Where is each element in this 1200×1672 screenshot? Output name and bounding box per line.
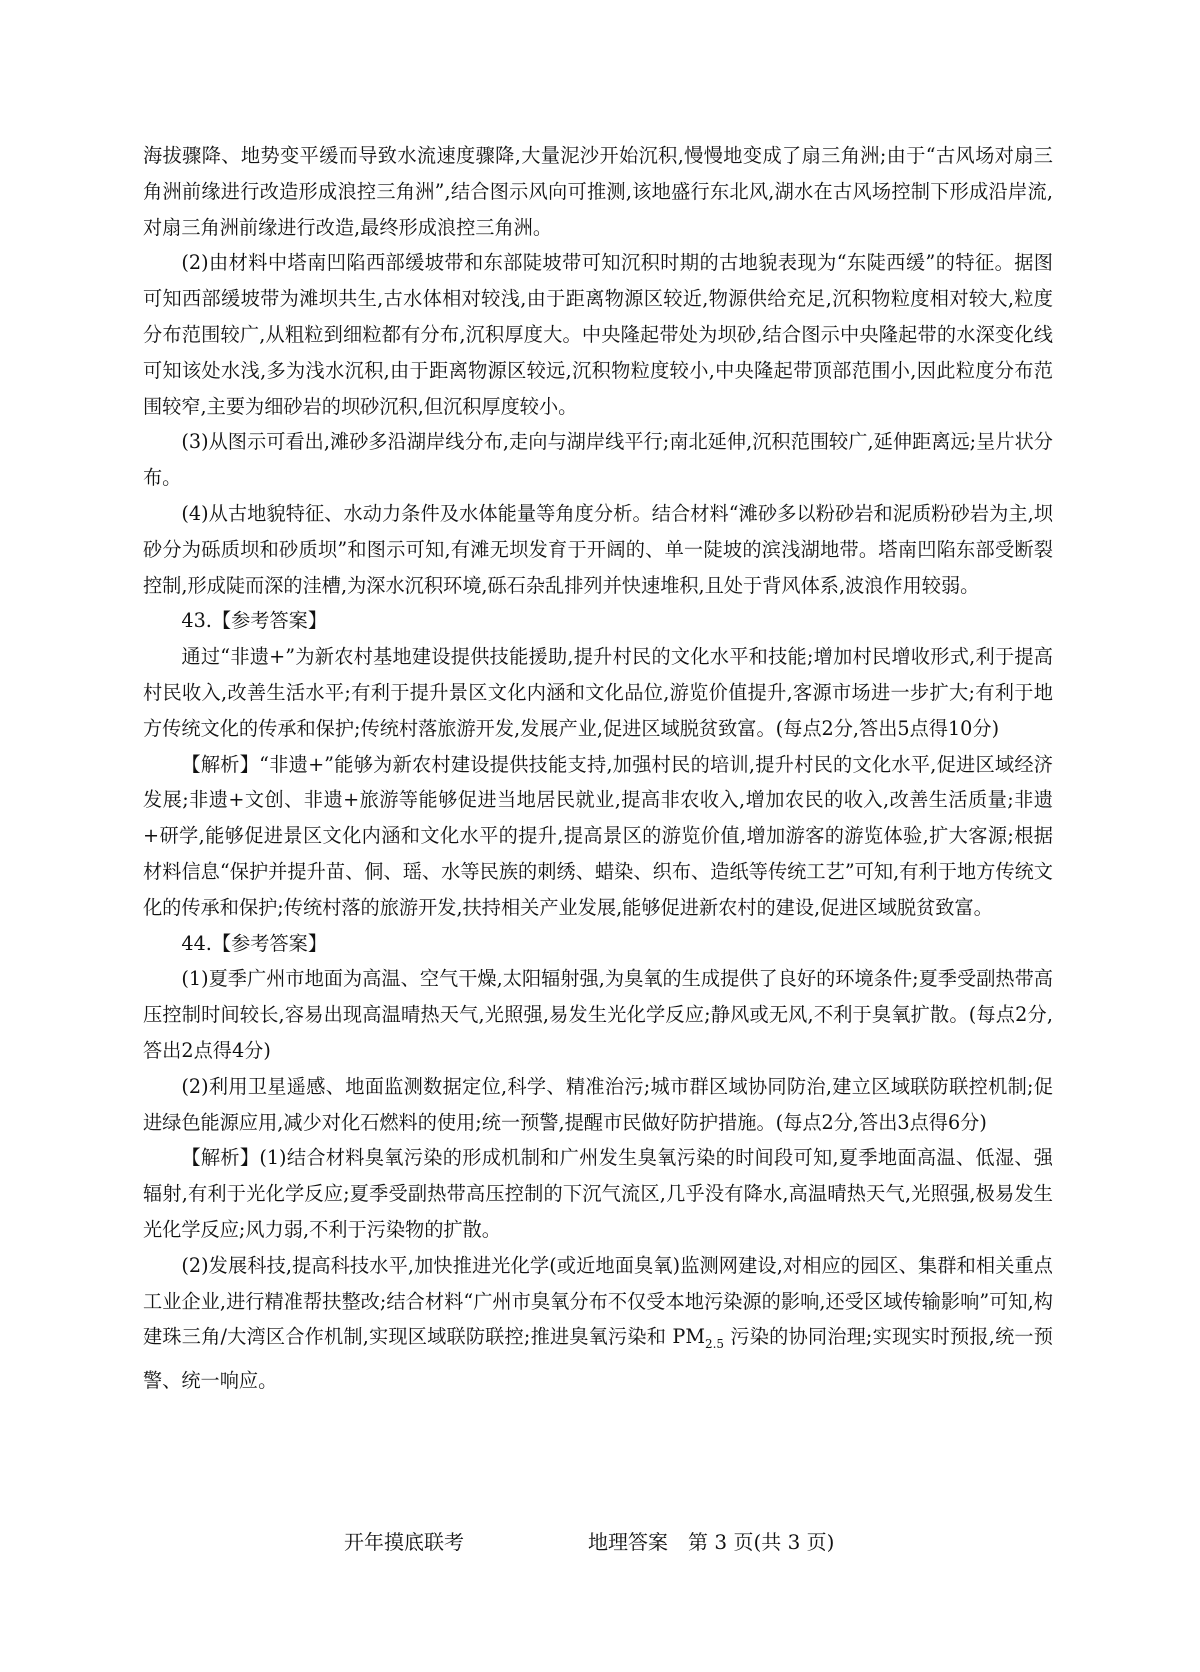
exam-name: 开年摸底联考 <box>344 1530 464 1554</box>
paragraph: (2)利用卫星遥感、地面监测数据定位,科学、精准治污;城市群区域协同防治,建立区域联防联控机制;促进绿色能源应用,减少对化石燃料的使用;统一预警,提醒市民做好防护措施。(每点2分,答出3点得6分) <box>143 1074 1053 1134</box>
paragraph: 海拔骤降、地势变平缓而导致水流速度骤降,大量泥沙开始沉积,慢慢地变成了扇三角洲;由于“古风场对扇三角洲前缘进行改造形成浪控三角洲”,结合图示风向可推测,该地盛行东北风,湖水在古风场控制下形成沿岸流,对扇三角洲前缘进行改造,最终形成浪控三角洲。 <box>143 144 1053 239</box>
answer-heading-44: 44.【参考答案】 <box>181 931 328 955</box>
paragraph: (1)夏季广州市地面为高温、空气干燥,太阳辐射强,为臭氧的生成提供了良好的环境条件;夏季受副热带高压控制时间较长,容易出现高温晴热天气,光照强,易发生光化学反应;静风或无风,不利于臭氧扩散。(每点2分,答出2点得4分) <box>143 967 1053 1062</box>
document-body <box>143 138 1053 1399</box>
answer-heading-43: 43.【参考答案】 <box>181 609 328 633</box>
page-number: 地理答案 第 3 页(共 3 页) <box>588 1530 835 1554</box>
paragraph: (2)由材料中塔南凹陷西部缓坡带和东部陡坡带可知沉积时期的古地貌表现为“东陡西缓”的特征。据图可知西部缓坡带为滩坝共生,古水体相对较浅,由于距离物源区较近,物源供给充足,沉积物粒度相对较大,粒度分布范围较广,从粗粒到细粒都有分布,沉积厚度大。中央隆起带处为坝砂,结合图示中央隆起带的水深变化线可知该处水浅,多为浅水沉积,由于距离物源区较远,沉积物粒度较小,中央隆起带顶部范围小,因此粒度分布范围较窄,主要为细砂岩的坝砂沉积,但沉积厚度较小。 <box>143 251 1053 418</box>
analysis-paragraph: 【解析】(1)结合材料臭氧污染的形成机制和广州发生臭氧污染的时间段可知,夏季地面高温、低湿、强辐射,有利于光化学反应;夏季受副热带高压控制的下沉气流区,几乎没有降水,高温晴热天气,光照强,极易发生光化学反应;风力弱,不利于污染物的扩散。 <box>143 1146 1053 1241</box>
paragraph-last-text: (2)发展科技,提高科技水平,加快推进光化学(或近地面臭氧)监测网建设,对相应的园区、集群和相关重点工业企业,进行精准帮扶整改;结合材料“广州市臭氧分布不仅受本地污染源的影响,还受区域传输影响”可知,构建珠三角/大湾区合作机制,实现区域联防联控;推进臭氧污染和 PM <box>143 1253 1053 1349</box>
paragraph-last-tail: 污染的协同治理;实现实时预报,统一预警、统一响应。 <box>143 1325 1053 1392</box>
paragraph: 通过“非遗+”为新农村基地建设提供技能援助,提升村民的文化水平和技能;增加村民增收形式,利于提高村民收入,改善生活水平;有利于提升景区文化内涵和文化品位,游览价值提升,客源市场进一步扩大;有利于地方传统文化的传承和保护;传统村落旅游开发,发展产业,促进区域脱贫致富。(每点2分,答出5点得10分) <box>143 645 1053 740</box>
pm-subscript: 2.5 <box>704 1337 725 1352</box>
paragraph: (4)从古地貌特征、水动力条件及水体能量等角度分析。结合材料“滩砂多以粉砂岩和泥质粉砂岩为主,坝砂分为砾质坝和砂质坝”和图示可知,有滩无坝发育于开阔的、单一陡坡的滨浅湖地带。塔南凹陷东部受断裂控制,形成陡而深的洼槽,为深水沉积环境,砾石杂乱排列并快速堆积,且处于背风体系,波浪作用较弱。 <box>143 501 1053 597</box>
analysis-paragraph: 【解析】“非遗+”能够为新农村建设提供技能支持,加强村民的培训,提升村民的文化水平,促进区域经济发展;非遗+文创、非遗+旅游等能够促进当地居民就业,提高非农收入,增加农民的收入,改善生活质量;非遗+研学,能够促进景区文化内涵和文化水平的提升,提高景区的游览价值,增加游客的游览体验,扩大客源;根据材料信息“保护并提升苗、侗、瑶、水等民族的刺绣、蜡染、织布、造纸等传统工艺”可知,有利于地方传统文化的传承和保护;传统村落的旅游开发,扶持相关产业发展,能够促进新农村的建设,促进区域脱贫致富。 <box>143 752 1053 919</box>
paragraph-last <box>143 1248 1053 1399</box>
paragraph: (3)从图示可看出,滩砂多沿湖岸线分布,走向与湖岸线平行;南北延伸,沉积范围较广,延伸距离远;呈片状分布。 <box>143 430 1053 490</box>
